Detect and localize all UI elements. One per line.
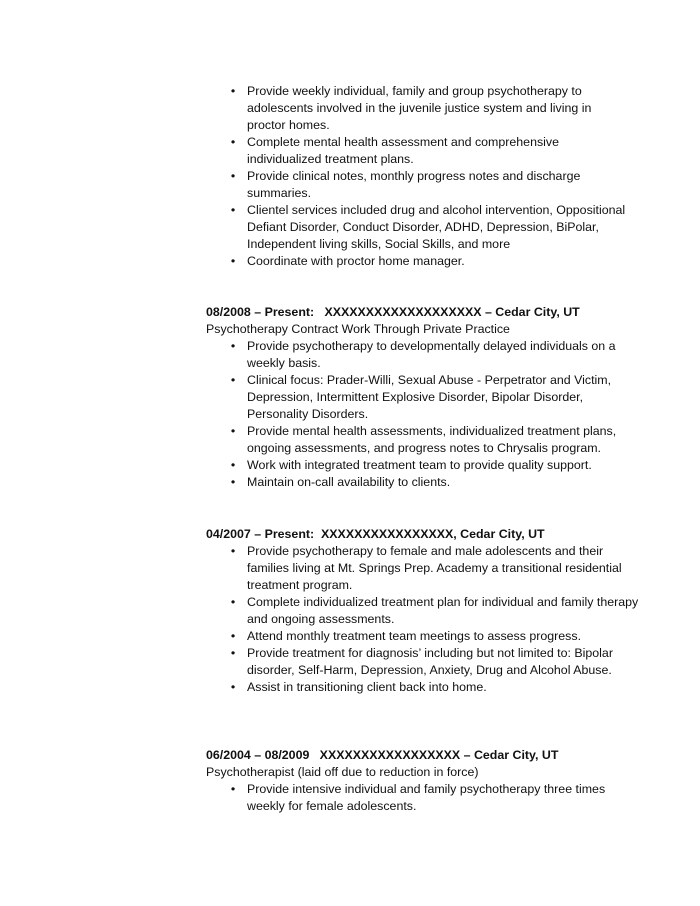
bullet-text: Provide intensive individual and family psychotherapy three times weekly for female adolescents.: [247, 782, 606, 813]
job-bullet-list: [206, 543, 646, 696]
list-item: [206, 781, 646, 815]
list-item: [206, 338, 646, 372]
job-section-2: [206, 526, 646, 696]
bullet-icon: •: [230, 475, 236, 489]
bullet-text: Provide treatment for diagnosis’ including but not limited to: Bipolar disorder, Self-Harm, Depression, Anxiety, Drug and Alcohol Abuse.: [247, 646, 613, 677]
list-item: [206, 202, 626, 253]
bullet-text: Provide psychotherapy to developmentally delayed individuals on a weekly basis.: [247, 339, 616, 370]
list-item: [206, 457, 646, 474]
bullet-icon: •: [230, 595, 236, 609]
bullet-text: Provide psychotherapy to female and male adolescents and their families living at Mt. Springs Prep. Academy a transitional residential treatment program.: [247, 544, 622, 592]
bullet-text: Provide clinical notes, monthly progress notes and discharge summaries.: [247, 169, 581, 200]
bullet-text: Clientel services included drug and alcohol intervention, Oppositional Defiant Disorder, Conduct Disorder, ADHD, Depression, BiPolar, Independent living skills, Social Skills, and more: [247, 203, 626, 251]
bullet-icon: •: [230, 254, 236, 268]
bullet-text: Provide weekly individual, family and group psychotherapy to adolescents involved in the juvenile justice system and living in proctor homes.: [247, 84, 592, 132]
bullet-icon: •: [230, 135, 236, 149]
bullet-icon: •: [230, 203, 236, 217]
job-bullet-list: [206, 781, 646, 815]
job-subtitle: Psychotherapist (laid off due to reduction in force): [206, 765, 479, 779]
bullet-icon: •: [230, 629, 236, 643]
intro-section: [206, 83, 626, 270]
job-section-1: [206, 304, 646, 491]
bullet-text: Coordinate with proctor home manager.: [247, 254, 465, 268]
bullet-text: Complete individualized treatment plan for individual and family therapy and ongoing assessments.: [247, 595, 639, 626]
list-item: [206, 253, 626, 270]
bullet-text: Assist in transitioning client back into home.: [247, 680, 487, 694]
bullet-icon: •: [230, 782, 236, 796]
list-item: [206, 372, 646, 423]
bullet-icon: •: [230, 84, 236, 98]
list-item: [206, 168, 626, 202]
list-item: [206, 474, 646, 491]
bullet-icon: •: [230, 424, 236, 438]
bullet-text: Maintain on-call availability to clients.: [247, 475, 451, 489]
job-heading: 04/2007 – Present: XXXXXXXXXXXXXXXX, Cedar City, UT: [206, 527, 545, 541]
list-item: [206, 134, 626, 168]
job-heading: 08/2008 – Present: XXXXXXXXXXXXXXXXXXX – Cedar City, UT: [206, 305, 580, 319]
list-item: [206, 543, 646, 594]
list-item: [206, 83, 626, 134]
list-item: [206, 423, 646, 457]
list-item: [206, 679, 646, 696]
intro-bullet-list: [206, 83, 626, 270]
bullet-text: Complete mental health assessment and comprehensive individualized treatment plans.: [247, 135, 559, 166]
bullet-text: Provide mental health assessments, individualized treatment plans, ongoing assessments, and progress notes to Chrysalis program.: [247, 424, 617, 455]
bullet-text: Work with integrated treatment team to provide quality support.: [247, 458, 592, 472]
job-section-3: [206, 747, 646, 815]
list-item: [206, 645, 646, 679]
list-item: [206, 628, 646, 645]
bullet-icon: •: [230, 169, 236, 183]
bullet-icon: •: [230, 458, 236, 472]
bullet-icon: •: [230, 373, 236, 387]
bullet-icon: •: [230, 680, 236, 694]
bullet-icon: •: [230, 339, 236, 353]
bullet-icon: •: [230, 544, 236, 558]
bullet-icon: •: [230, 646, 236, 660]
job-subtitle: Psychotherapy Contract Work Through Private Practice: [206, 322, 510, 336]
list-item: [206, 594, 646, 628]
job-heading: 06/2004 – 08/2009 XXXXXXXXXXXXXXXXX – Cedar City, UT: [206, 748, 559, 762]
bullet-text: Attend monthly treatment team meetings to assess progress.: [247, 629, 582, 643]
job-bullet-list: [206, 338, 646, 491]
bullet-text: Clinical focus: Prader-Willi, Sexual Abuse - Perpetrator and Victim, Depression, Intermittent Explosive Disorder, Bipolar Disorder, Personality Disorders.: [247, 373, 612, 421]
